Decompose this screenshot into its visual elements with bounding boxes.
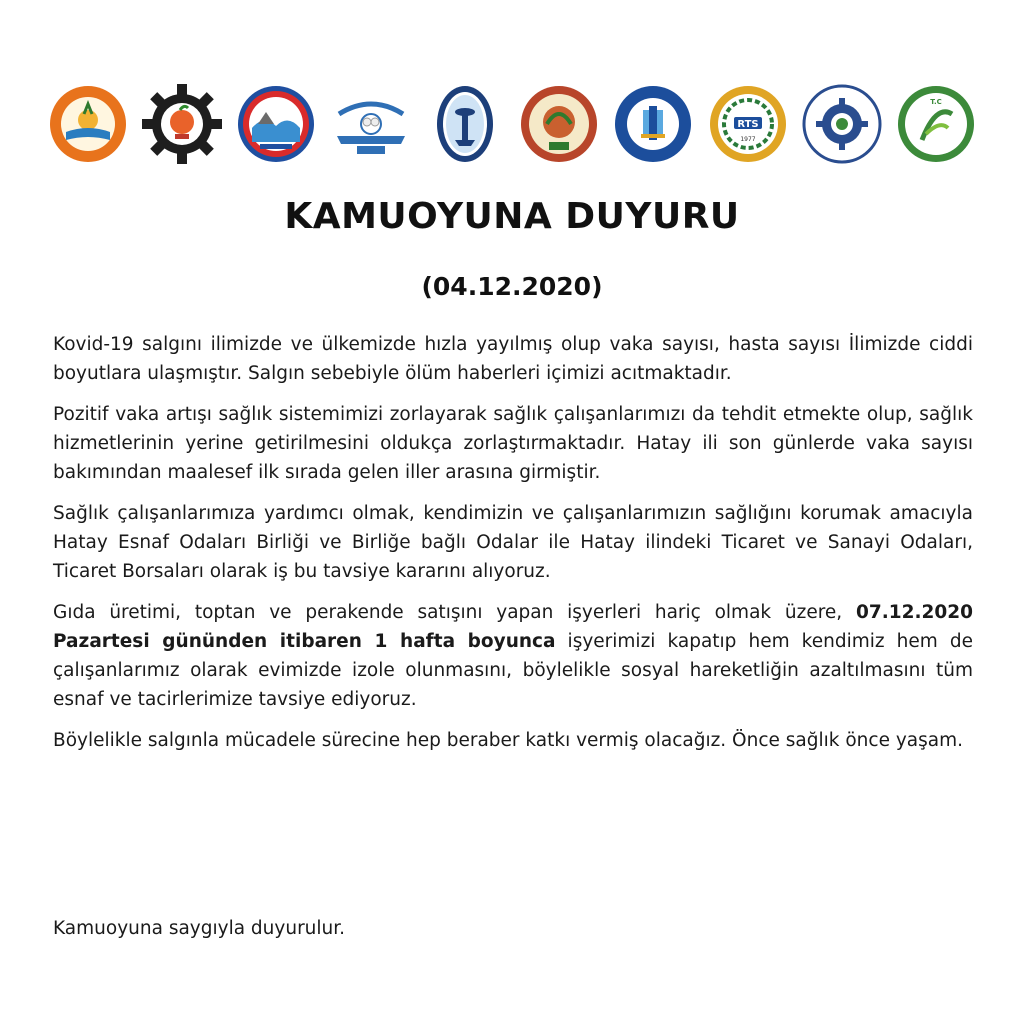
chamber-logos-row [48, 78, 976, 170]
gear-chamber-logo-1 [142, 84, 222, 164]
t-c-borsa-logo [896, 84, 976, 164]
page-title: KAMUOYUNA DUYURU [284, 196, 740, 237]
paragraph-2: Pozitif vaka artışı sağlık sistemimizi zorlayarak sağlık çalışanlarımızı da tehdit etmekte olup, sağlık hizmetlerinin yerine getirilmesini oldukça zorlaştırmaktadır. Hatay ili son günlerde vaka sayısı bakımından maalesef ilk sırada gelen iller arasına girmiştir. [53, 404, 973, 483]
paragraph-3: Sağlık çalışanlarımıza yardımcı olmak, kendimizin ve çalışanlarımızın sağlığını korumak amacıyla Hatay Esnaf Odaları Birliği ve Birliğe bağlı Odalar ile Hatay ilindeki Ticaret ve Sanayi Odaları, Ticaret Borsaları olarak iş bu tavsiye kararını alıyoruz. [53, 503, 973, 582]
antakya-tso-logo [519, 84, 599, 164]
iskenderun-ticaret-borsasi-logo [48, 84, 128, 164]
paragraph-1: Kovid-19 salgını ilimizde ve ülkemizde hızla yayılmış olup vaka sayısı, hasta sayısı İlimizde ciddi boyutlara ulaşmıştır. Salgın sebebiyle ölüm haberleri içimizi acıtmaktadır. [53, 334, 973, 384]
announcement-body [53, 330, 973, 767]
paragraph-4-end: işyerimizi kapatıp hem kendimiz hem de çalışanlarımız olarak evimizde izole olunmasını, böylelikle sosyal hareketliğin azaltılmasını tüm esnaf ve tacirlerimize tavsiye ediyoruz. [53, 631, 973, 710]
iskenderun-tso-logo [613, 84, 693, 164]
paragraph-4-start: Gıda üretimi, toptan ve perakende satışını yapan işyerleri hariç olmak üzere, [53, 602, 856, 623]
closing-line: Kamuoyuna saygıyla duyurulur. [53, 918, 346, 939]
paragraph-4 [53, 598, 973, 714]
svg-text:1977: 1977 [739, 136, 756, 143]
tower-chamber-logo [425, 84, 505, 164]
reyhanli-tso-logo [708, 84, 788, 164]
paragraph-4-highlight: 07.12.2020 Pazartesi gününden itibaren 1 hafta boyunca [53, 602, 973, 652]
svg-text:T.C: T.C [930, 98, 942, 106]
svg-text:RTS: RTS [736, 119, 759, 130]
paragraph-5: Böylelikle salgınla mücadele sürecine hep beraber katkı vermiş olacağız. Önce sağlık önce yaşam. [53, 730, 964, 751]
dortyol-chamber-logo [236, 84, 316, 164]
kirikhan-tso-logo [802, 84, 882, 164]
antakya-ticaret-borsasi-logo [331, 84, 411, 164]
announcement-date: (04.12.2020) [421, 272, 603, 301]
